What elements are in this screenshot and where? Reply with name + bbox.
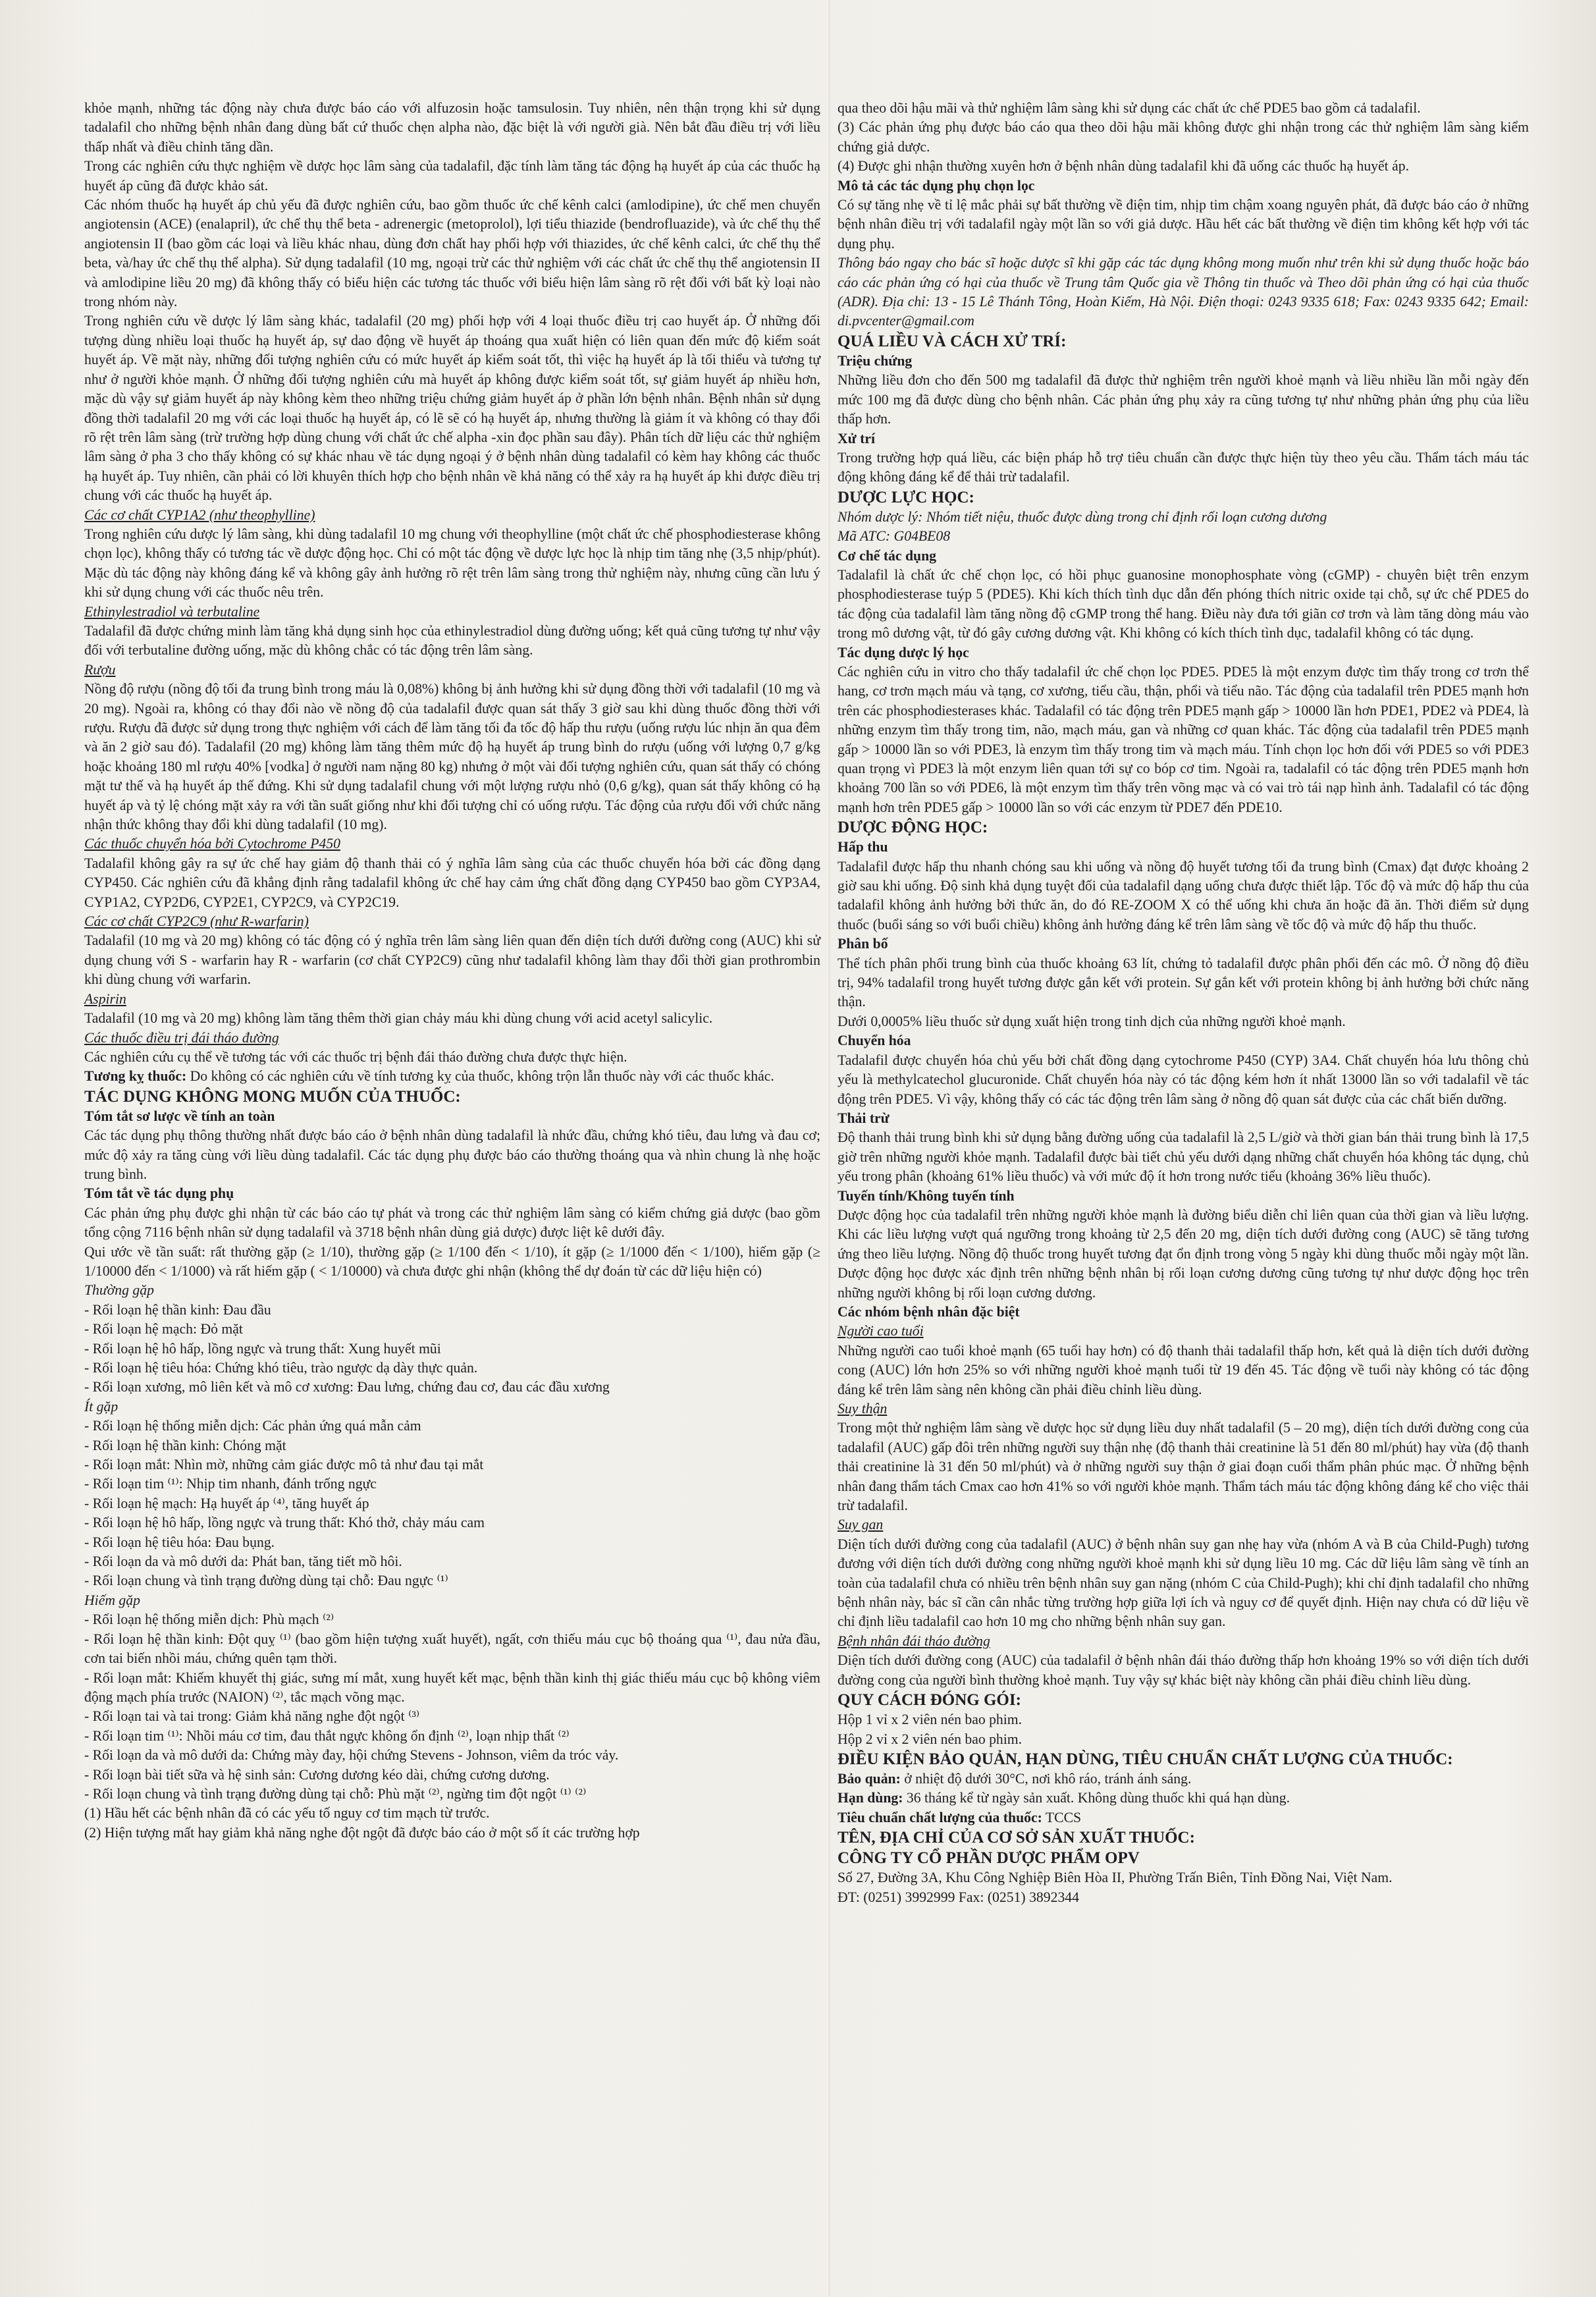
list-item: - Rối loạn bài tiết sữa và hệ sinh sản: Cương dương kéo dài, chứng cương dương. — [84, 1766, 550, 1783]
topic-heading: Các cơ chất CYP1A2 (như theophylline) — [84, 506, 315, 523]
paragraph: Tadalafil là chất ức chế chọn lọc, có hồi phục guanosine monophosphate vòng (cGMP) - chuyên biệt trên enzym phosphodiesterase tuýp 5 (PDE5). Khi kích thích tình dục dẫn đến phóng thích nitric oxide tại chỗ, sự ức chế PDE5 do tác động của tadalafil làm tăng nồng độ cGMP trong thể hang. Điều này đưa tới giãn cơ trơn và làm tăng dòng máu vào trong mô dương vật, từ đó gây cương dương vật. Khi không có kích thích tình dục, tadalafil không có tác dụng. — [838, 566, 1529, 641]
paragraph: Trong một thử nghiệm lâm sàng về dược học sử dụng liều duy nhất tadalafil (5 – 20 mg), diện tích dưới đường cong của tadalafil (AUC) gấp đôi trên những người suy thận nhẹ (độ thanh thải creatinine là 51 đến 80 ml/phút) hay vừa (độ thanh thải creatinine là 31 đến 50 ml/phút) và ở những người suy thận ở giai đoạn cuối thẩm phân phúc mạc. Ở những bệnh nhân đang thẩm tách Cmax cao hơn 41% so với người khỏe mạnh. Thẩm tách máu tác động không đáng kể cho việc thải trừ tadalafil. — [838, 1420, 1529, 1514]
paragraph: Nồng độ rượu (nồng độ tối đa trung bình trong máu là 0,08%) không bị ảnh hưởng khi sử dụng đồng thời với tadalafil (10 mg và 20 mg). Ngoài ra, không có thay đổi nào về nồng độ của tadalafil được quan sát thấy 3 giờ sau khi dùng thuốc đồng thời với rượu. Rượu đã được sử dụng trong thực nghiệm với cách để làm tăng tối đa tốc độ hấp thu rượu (uống rượu lúc nhịn ăn qua đêm và ăn 2 giờ sau đó). Tadalafil (20 mg) không làm tăng thêm mức độ hạ huyết áp trung bình do rượu (uống với lượng 0,7 g/kg hoặc khoảng 180 ml rượu 40% [vodka] ở người nam nặng 80 kg) nhưng ở một vài đối tượng nghiên cứu, quan sát thấy có chóng mặt tư thế và hạ huyết áp thế đứng. Khi sử dụng tadalafil chung với một lượng rượu nhỏ (0,6 g/kg), quan sát thấy không có hạ huyết áp và tỷ lệ chóng mặt xảy ra với tần suất giống như khi đối tượng chỉ có uống rượu. Tác động của rượu đối với chức năng nhận thức không thay đổi khi dùng tadalafil (10 mg). — [84, 681, 820, 833]
topic-heading: Suy thận — [838, 1401, 888, 1417]
labeled-paragraph — [84, 1067, 820, 1086]
paragraph: Trong nghiên cứu dược lý lâm sàng, khi dùng tadalafil 10 mg chung với theophylline (một chất ức chế phosphodiesterase không chọn lọc), không thấy có tương tác về dược động học. Chỉ có một tác động về dược lực học là nhịp tim tăng nhẹ (3,5 nhịp/phút). Mặc dù tác động này không đáng kể và không gây ảnh hưởng rõ rệt trên lâm sàng trong thử nghiệm này, nhưng cũng cần lưu ý khi sử dụng chung với các thuốc nêu trên. — [84, 526, 820, 601]
paragraph-text: Do không có các nghiên cứu về tính tương kỵ của thuốc, không trộn lẫn thuốc này với các thuốc khác. — [186, 1068, 774, 1085]
topic-heading: Aspirin — [84, 990, 126, 1007]
section-subheading: Thải trừ — [838, 1110, 890, 1126]
topic-heading: Rượu — [84, 661, 116, 678]
paragraph: Diện tích dưới đường cong (AUC) của tadalafil ở bệnh nhân đái tháo đường thấp hơn khoảng 19% so với diện tích dưới đường cong của người bình thường khoẻ mạnh. Tuy vậy sự khác biệt này không cần phải điều chỉnh liều dùng. — [838, 1652, 1529, 1688]
paragraph: Tadalafil (10 mg và 20 mg) không có tác động có ý nghĩa trên lâm sàng liên quan đến diện tích dưới đường cong (AUC) khi sử dụng chung với S - warfarin hay R - warfarin (cơ chất CYP2C9) cũng như tadalafil không làm thay đổi thời gian prothrombin khi dùng chung với warfarin. — [84, 932, 820, 988]
paragraph-label: Tương kỵ thuốc: — [84, 1068, 187, 1085]
paragraph: Tadalafil đã được chứng minh làm tăng khả dụng sinh học của ethinylestradiol dùng đường uống; kết quả cũng tương tự như vậy đối với terbutaline đường uống, mặc dù không chắc có tác động trên lâm sàng. — [84, 622, 820, 659]
paragraph: Diện tích dưới đường cong của tadalafil (AUC) ở bệnh nhân suy gan nhẹ hay vừa (nhóm A và B của Child-Pugh) tương đương với diện tích dưới đường cong những người khoẻ mạnh khi sử dụng liều 10 mg. Các dữ liệu lâm sàng về tính an toàn của tadalafil chưa có nhiều trên bệnh nhân suy gan nặng (nhóm C của Child-Pugh); khi chỉ định tadalafil cho những bệnh nhân này, bác sĩ cần cân nhắc từng trường hợp giữa lợi ích và nguy cơ để quyết định. Hiện nay chưa có dữ liệu về chỉ định liều tadalafil cao hơn 10 mg cho những bệnh nhân suy gan. — [838, 1536, 1529, 1630]
list-item: - Rối loạn hệ tiêu hóa: Đau bụng. — [84, 1534, 275, 1550]
italic-label: Nhóm dược lý: Nhóm tiết niệu, thuốc được dùng trong chỉ định rối loạn cương dương — [838, 508, 1327, 525]
list-item: - Rối loạn tim ⁽¹⁾: Nhồi máu cơ tim, đau thắt ngực không ổn định ⁽²⁾, loạn nhịp thất ⁽²⁾ — [84, 1727, 570, 1744]
paragraph: Các tác dụng phụ thông thường nhất được báo cáo ở bệnh nhân dùng tadalafil là nhức đầu, chứng khó tiêu, đau lưng và đau cơ; mức độ xảy ra tăng cùng với liều dùng tadalafil. Các tác dụng phụ được báo cáo thường thoáng qua và nhìn chung là nhẹ hoặc trung bình. — [84, 1127, 820, 1182]
section-heading: QUY CÁCH ĐÓNG GÓI: — [838, 1691, 1021, 1710]
list-item: - Rối loạn hệ mạch: Đỏ mặt — [84, 1321, 243, 1338]
section-subheading: Tuyến tính/Không tuyến tính — [838, 1187, 1015, 1204]
section-subheading: Tóm tắt sơ lược về tính an toàn — [84, 1108, 275, 1124]
paragraph: Thể tích phân phối trung bình của thuốc khoảng 63 lít, chứng tỏ tadalafil được phân phối đến các mô. Ở nồng độ điều trị, 94% tadalafil trong huyết tương được gắn kết với protein. Sự gắn kết với protein không bị ảnh hưởng bởi chức năng thận. — [838, 955, 1529, 1010]
paragraph: Tadalafil không gây ra sự ức chế hay giảm độ thanh thải có ý nghĩa lâm sàng của các thuốc chuyển hóa bởi các đồng dạng CYP450. Các nghiên cứu đã khẳng định rằng tadalafil không ức chế hay cảm ứng chất đồng dạng CYP450 bao gồm CYP3A4, CYP1A2, CYP2D6, CYP2E1, CYP2C9, và CYP2C19. — [84, 855, 820, 910]
paragraph: Tadalafil được chuyển hóa chủ yếu bởi chất đồng dạng cytochrome P450 (CYP) 3A4. Chất chuyển hóa lưu thông chủ yếu là methylcatechol glucuronide. Chất chuyển hóa này có tác động kém hơn ít nhất 13000 lần so với tadalafil về tác động trên PDE5. Vì vậy, không thấy có các tác động trên lâm sàng ở nồng độ quan sát được của các chất biến dưỡng. — [838, 1052, 1529, 1107]
labeled-paragraph — [838, 1808, 1529, 1827]
section-heading: QUÁ LIỀU VÀ CÁCH XỬ TRÍ: — [838, 332, 1067, 350]
list-item: - Rối loạn da và mô dưới da: Phát ban, tăng tiết mồ hôi. — [84, 1554, 402, 1570]
paragraph-label: Hạn dùng: — [838, 1790, 903, 1806]
list-item: - Rối loạn chung và tình trạng đường dùng tại chỗ: Đau ngực ⁽¹⁾ — [84, 1573, 448, 1589]
paragraph: Số 27, Đường 3A, Khu Công Nghiệp Biên Hòa II, Phường Trấn Biên, Tỉnh Đồng Nai, Việt Nam. — [838, 1870, 1393, 1886]
paragraph-label: Bảo quản: — [838, 1770, 901, 1787]
list-item: - Rối loạn hệ mạch: Hạ huyết áp ⁽⁴⁾, tăng huyết áp — [84, 1495, 369, 1511]
fold-line — [828, 0, 830, 2297]
italic-label: Thông báo ngay cho bác sĩ hoặc dược sĩ khi gặp các tác dụng không mong muốn như trên khi sử dụng thuốc hoặc báo cáo các phản ứng có hại của thuốc về Trung tâm Quốc gia về Thông tin thuốc và Theo dõi phản ứng có hại của thuốc (ADR). Địa chỉ: 13 - 15 Lê Thánh Tông, Hoàn Kiếm, Hà Nội. Điện thoại: 0243 9335 618; Fax: 0243 9335 642; Email: di.pvcenter@gmail.com — [838, 255, 1529, 329]
paragraph: Dưới 0,0005% liều thuốc sử dụng xuất hiện trong tinh dịch của những người khoẻ mạnh. — [838, 1013, 1346, 1029]
list-item: - Rối loạn da và mô dưới da: Chứng mày đay, hội chứng Stevens - Johnson, viêm da tróc vảy. — [84, 1747, 619, 1764]
section-subheading: Các nhóm bệnh nhân đặc biệt — [838, 1303, 1020, 1320]
list-item: - Rối loạn hệ thần kinh: Đột quỵ ⁽¹⁾ (bao gồm hiện tượng xuất huyết), ngất, cơn thiếu máu cục bộ thoáng qua ⁽¹⁾, đau nửa đầu, cơn tai biến nhồi máu, chứng quên tạm thời. — [84, 1631, 820, 1667]
paragraph-text: 36 tháng kể từ ngày sản xuất. Không dùng thuốc khi quá hạn dùng. — [903, 1790, 1290, 1806]
section-heading: DƯỢC LỰC HỌC: — [838, 488, 974, 506]
paragraph: (4) Được ghi nhận thường xuyên hơn ở bệnh nhân dùng tadalafil khi đã uống các thuốc hạ huyết áp. — [838, 158, 1409, 175]
paragraph: Những liều đơn cho đến 500 mg tadalafil đã được thử nghiệm trên người khoẻ mạnh và liều nhiều lần mỗi ngày đến mức 100 mg đã được dùng cho bệnh nhân. Các phản ứng phụ xảy ra cũng tương tự như những phản ứng phụ của liều thấp hơn. — [838, 372, 1529, 427]
paragraph: Độ thanh thải trung bình khi sử dụng bằng đường uống của tadalafil là 2,5 L/giờ và thời gian bán thải trung bình là 17,5 giờ trên những người khỏe mạnh. Tadalafil được bài tiết chủ yếu dưới dạng những chất chuyển hóa không tác dụng, chủ yếu trong phân (khoảng 61% liều thuốc) và với mức độ ít hơn trong nước tiểu (khoảng 36% liều thuốc). — [838, 1129, 1529, 1185]
paragraph: Các nhóm thuốc hạ huyết áp chủ yếu đã được nghiên cứu, bao gồm thuốc ức chế kênh calci (amlodipine), ức chế men chuyển angiotensin (ACE) (enalapril), ức chế thụ thể beta - adrenergic (metoprolol), lợi tiểu thiazide (bendrofluazide), và ức chế thụ thể angiotensin II (bao gồm các loại và liều khác nhau, dùng đơn chất hay phối hợp với thiazides, ức chế kênh calci, ức chế thụ thể beta, và/hay ức chế thụ thể alpha). Sử dụng tadalafil (10 mg, ngoại trừ các thử nghiệm với các chất ức chế thụ thể angiotensin II và amlodipine liều 20 mg) đã không thấy có biểu hiện các tương tác thuốc với biểu hiện lâm sàng rõ rệt đối với bất kỳ loại nào trong nhóm này. — [84, 197, 820, 310]
paragraph: Các phản ứng phụ được ghi nhận từ các báo cáo tự phát và trong các thử nghiệm lâm sàng có kiểm chứng giả dược (bao gồm tổng cộng 7116 bệnh nhân sử dụng tadalafil và 3718 bệnh nhân dùng giả dược) được liệt kê dưới đây. — [84, 1204, 820, 1241]
paragraph: Dược động học của tadalafil trên những người khỏe mạnh là đường biểu diễn chỉ liên quan của thời gian và liều lượng. Khi các liều lượng vượt quá ngưỡng trong khoảng từ 2,5 đến 20 mg, diện tích dưới đường cong (AUC) sẽ tăng tương ứng theo liều lượng. Nồng độ thuốc trong huyết tương đạt ổn định trong vòng 5 ngày khi dùng thuốc mỗi ngày một lần. Dược động học được xác định trên những bệnh nhân bị rối loạn cương dương cũng tương tự như dược động học trên những người không bị rối loạn cương dương. — [838, 1206, 1529, 1301]
paragraph: (3) Các phản ứng phụ được báo cáo qua theo dõi hậu mãi không được ghi nhận trong các thử nghiệm lâm sàng kiểm chứng giả dược. — [838, 119, 1529, 155]
italic-label: Thường gặp — [84, 1282, 154, 1299]
section-subheading: Mô tả các tác dụng phụ chọn lọc — [838, 177, 1035, 194]
topic-heading: Người cao tuổi — [838, 1323, 924, 1339]
paragraph: khỏe mạnh, những tác động này chưa được báo cáo với alfuzosin hoặc tamsulosin. Tuy nhiên, nên thận trọng khi sử dụng tadalafil cho những bệnh nhân đang dùng bất cứ thuốc chẹn alpha nào, đặc biệt là với người già. Nên bắt đầu điều trị với liều thấp nhất và điều chỉnh tăng dần. — [84, 100, 820, 155]
list-item: - Rối loạn hệ thống miễn dịch: Phù mạch ⁽²⁾ — [84, 1611, 334, 1628]
labeled-paragraph — [838, 1770, 1529, 1789]
section-heading: TÁC DỤNG KHÔNG MONG MUỐN CỦA THUỐC: — [84, 1087, 461, 1106]
paragraph: Qui ước về tần suất: rất thường gặp (≥ 1/10), thường gặp (≥ 1/100 đến < 1/10), ít gặp (≥ 1/1000 đến < 1/100), hiếm gặp (≥ 1/10000 đến < 1/1000) và rất hiếm gặp ( < 1/10000) và chưa được ghi nhận (không thể dự đoán từ các dữ liệu hiện có) — [84, 1243, 820, 1279]
section-heading: TÊN, ĐỊA CHỈ CỦA CƠ SỞ SẢN XUẤT THUỐC: — [838, 1829, 1195, 1847]
paragraph: Các nghiên cứu cụ thể về tương tác với các thuốc trị bệnh đái tháo đường chưa được thực hiện. — [84, 1048, 627, 1065]
paragraph: Tadalafil (10 mg và 20 mg) không làm tăng thêm thời gian chảy máu khi dùng chung với acid acetyl salicylic. — [84, 1010, 713, 1027]
topic-heading: Bệnh nhân đái tháo đường — [838, 1633, 990, 1649]
paragraph: Tadalafil được hấp thu nhanh chóng sau khi uống và nồng độ huyết tương tối đa trung bình (Cmax) đạt được khoảng 2 giờ sau khi uống. Độ sinh khả dụng tuyệt đối của tadalafil dạng uống chưa được thiết lập. Tốc độ và mức độ hấp thu của tadalafil không ảnh hưởng bởi thức ăn, do đó RE-ZOOM X có thể uống khi chưa ăn hoặc đã ăn. Thời điểm sử dụng thuốc (buổi sáng so với buổi chiều) không ảnh hưởng đáng kể trên lâm sàng về tốc độ và mức độ hấp thu thuốc. — [838, 858, 1529, 932]
list-item: - Rối loạn chung và tình trạng đường dùng tại chỗ: Phù mặt ⁽²⁾, ngừng tim đột ngột ⁽¹⁾ ⁽²⁾ — [84, 1785, 587, 1802]
list-item: - Rối loạn hệ hô hấp, lồng ngực và trung thất: Xung huyết mũi — [84, 1340, 441, 1357]
section-subheading: Chuyển hóa — [838, 1033, 911, 1049]
section-subheading: Hấp thu — [838, 839, 888, 855]
list-item: - Rối loạn xương, mô liên kết và mô cơ xương: Đau lưng, chứng đau cơ, đau các đầu xương — [84, 1379, 610, 1395]
section-heading: DƯỢC ĐỘNG HỌC: — [838, 819, 988, 837]
section-subheading: Cơ chế tác dụng — [838, 547, 936, 564]
section-subheading: Phân bố — [838, 936, 888, 952]
list-item: (1) Hầu hết các bệnh nhân đã có các yếu tố nguy cơ tim mạch từ trước. — [84, 1805, 490, 1822]
section-heading: CÔNG TY CỔ PHẦN DƯỢC PHẨM OPV — [838, 1849, 1140, 1868]
paragraph: Trong nghiên cứu về dược lý lâm sàng khác, tadalafil (20 mg) phối hợp với 4 loại thuốc điều trị cao huyết áp. Ở những đối tượng dùng nhiều loại thuốc hạ huyết áp, sự dao động về huyết áp thoáng qua xuất hiện có liên quan đến mức độ kiểm soát huyết áp. Về mặt này, những đối tượng nghiên cứu có mức huyết áp kiểm soát tốt, thì việc hạ huyết áp là tối thiểu và tương tự như ở người khỏe mạnh. Ở những đối tượng nghiên cứu mà huyết áp không được kiểm soát tốt, sự giảm huyết áp nhiều hơn, mặc dù vậy sự giảm huyết áp này không kèm theo những triệu chứng giảm huyết áp ở phần lớn bệnh nhân. Bệnh nhân sử dụng đồng thời tadalafil 20 mg với các loại thuốc hạ huyết áp, có lẽ sẽ có hạ huyết áp, nhưng thường là giảm ít và không có thay đổi rõ rệt trên lâm sàng (trừ trường hợp dùng chung với chất ức chế alpha -xin đọc phần sau đây). Phân tích dữ liệu các thử nghiệm lâm sàng ở pha 3 cho thấy không có sự khác nhau về tác dụng ngoại ý ở bệnh nhân dùng tadalafil có kèm hay không các thuốc hạ huyết áp. Tuy nhiên, cần phải có lời khuyên thích hợp cho bệnh nhân về khả năng có thể xảy ra hạ huyết áp khi được điều trị chung với các thuốc hạ huyết áp. — [84, 313, 820, 504]
list-item: - Rối loạn hệ thống miễn dịch: Các phản ứng quá mẫn cảm — [84, 1418, 421, 1434]
list-item: - Rối loạn hệ hô hấp, lồng ngực và trung thất: Khó thở, chảy máu cam — [84, 1515, 485, 1531]
section-subheading: Tóm tắt về tác dụng phụ — [84, 1185, 234, 1202]
paragraph: Trong các nghiên cứu thực nghiệm về dược học lâm sàng của tadalafil, đặc tính làm tăng tác động hạ huyết áp của các thuốc hạ huyết áp cũng đã được khảo sát. — [84, 158, 820, 194]
right-column — [838, 99, 1529, 1907]
topic-heading: Suy gan — [838, 1517, 884, 1533]
paragraph-text: TCCS — [1042, 1809, 1082, 1825]
italic-label: Ít gặp — [84, 1398, 119, 1415]
paragraph: Có sự tăng nhẹ về tỉ lệ mắc phải sự bất thường về điện tim, nhịp tim chậm xoang nguyên phát, đã được báo cáo ở những bệnh nhân điều trị với tadalafil ngày một lần so với giả dược. Hầu hết các bất thường về điện tim không kết hợp với tác dụng phụ. — [838, 197, 1529, 252]
paragraph: qua theo dõi hậu mãi và thử nghiệm lâm sàng khi sử dụng các chất ức chế PDE5 bao gồm cả tadalafil. — [838, 100, 1421, 116]
list-item: (2) Hiện tượng mất hay giảm khả năng nghe đột ngột đã được báo cáo ở một số ít các trường hợp — [84, 1824, 640, 1841]
left-column — [84, 99, 820, 1843]
list-item: - Rối loạn hệ tiêu hóa: Chứng khó tiêu, trào ngược dạ dày thực quản. — [84, 1360, 478, 1376]
list-item: - Rối loạn mắt: Khiếm khuyết thị giác, sưng mí mắt, xung huyết kết mạc, bệnh thần kinh thị giác thiếu máu cục bộ không viêm động mạch phía trước (NAION) ⁽²⁾, tắc mạch võng mạc. — [84, 1669, 820, 1705]
paragraph: Những người cao tuổi khoẻ mạnh (65 tuổi hay hơn) có độ thanh thải tadalafil thấp hơn, kết quả là diện tích dưới đường cong (AUC) lớn hơn 25% so với những người khoẻ mạnh tuổi từ 19 đến 45. Tác động về tuổi này không có tác động đáng kể trên lâm sàng nên không cần phải điều chỉnh liều dùng. — [838, 1342, 1529, 1397]
paragraph-text: ở nhiệt độ dưới 30°C, nơi khô ráo, tránh ánh sáng. — [900, 1770, 1192, 1787]
paragraph: Hộp 2 vỉ x 2 viên nén bao phim. — [838, 1731, 1023, 1747]
topic-heading: Ethinylestradiol và terbutaline — [84, 603, 260, 620]
section-subheading: Triệu chứng — [838, 352, 913, 369]
labeled-paragraph — [838, 1789, 1529, 1808]
paragraph-label: Tiêu chuẩn chất lượng của thuốc: — [838, 1809, 1042, 1825]
paragraph: Các nghiên cứu in vitro cho thấy tadalafil ức chế chọn lọc PDE5. PDE5 là một enzym được tìm thấy trong cơ trơn thể hang, cơ trơn mạch máu và tạng, cơ xương, tiểu cầu, thận, phổi và tiểu não. Tác động của tadalafil trên PDE5 mạnh hơn trên các phosphodiesterases khác. Tadalafil có tác động trên PDE5 mạnh gấp > 10000 lần hơn PDE1, PDE2 và PDE4, là những enzym tìm thấy trong tim, não, mạch máu, gan và những cơ quan khác. Tác động của tadalafil trên PDE5 mạnh gấp > 10000 lần so với PDE3, là enzym tìm thấy trong tim và mạch máu. Tính chọn lọc hơn đối với PDE5 so với PDE3 quan trọng vì PDE3 là một enzym liên quan tới sự co bóp cơ tim. Ngoài ra, tadalafil có tác động trên PDE5 mạnh hơn khoảng 700 lần so với PDE6, là một enzym tìm thấy trên võng mạc và có vai trò tái nạp hình ảnh. Tadalafil có tác động mạnh hơn trên PDE5 gấp > 10000 lần so với các enzym từ PDE7 đến PDE10. — [838, 663, 1529, 815]
topic-heading: Các cơ chất CYP2C9 (như R-warfarin) — [84, 913, 309, 930]
paragraph: Hộp 1 vỉ x 2 viên nén bao phim. — [838, 1712, 1023, 1728]
list-item: - Rối loạn hệ thần kinh: Chóng mặt — [84, 1437, 286, 1453]
list-item: - Rối loạn mắt: Nhìn mờ, những cảm giác được mô tả như đau tại mắt — [84, 1457, 484, 1473]
section-subheading: Tác dụng dược lý học — [838, 644, 969, 661]
section-subheading: Xử trí — [838, 430, 875, 446]
italic-label: Hiếm gặp — [84, 1592, 140, 1608]
paragraph: Trong trường hợp quá liều, các biện pháp hỗ trợ tiêu chuẩn cần được thực hiện tùy theo yêu cầu. Thẩm tách máu tác động không đáng kể để thải trừ tadalafil. — [838, 449, 1529, 485]
list-item: - Rối loạn tim ⁽¹⁾: Nhịp tim nhanh, đánh trống ngực — [84, 1476, 377, 1492]
section-heading: ĐIỀU KIỆN BẢO QUẢN, HẠN DÙNG, TIÊU CHUẨN CHẤT LƯỢNG CỦA THUỐC: — [838, 1750, 1453, 1768]
paragraph: ĐT: (0251) 3992999 Fax: (0251) 3892344 — [838, 1889, 1079, 1905]
list-item: - Rối loạn tai và tai trong: Giảm khả năng nghe đột ngột ⁽³⁾ — [84, 1708, 420, 1725]
list-item: - Rối loạn hệ thần kinh: Đau đầu — [84, 1301, 271, 1318]
topic-heading: Các thuốc chuyển hóa bởi Cytochrome P450 — [84, 836, 341, 852]
topic-heading: Các thuốc điều trị đái tháo đường — [84, 1029, 279, 1046]
italic-label: Mã ATC: G04BE08 — [838, 528, 951, 545]
